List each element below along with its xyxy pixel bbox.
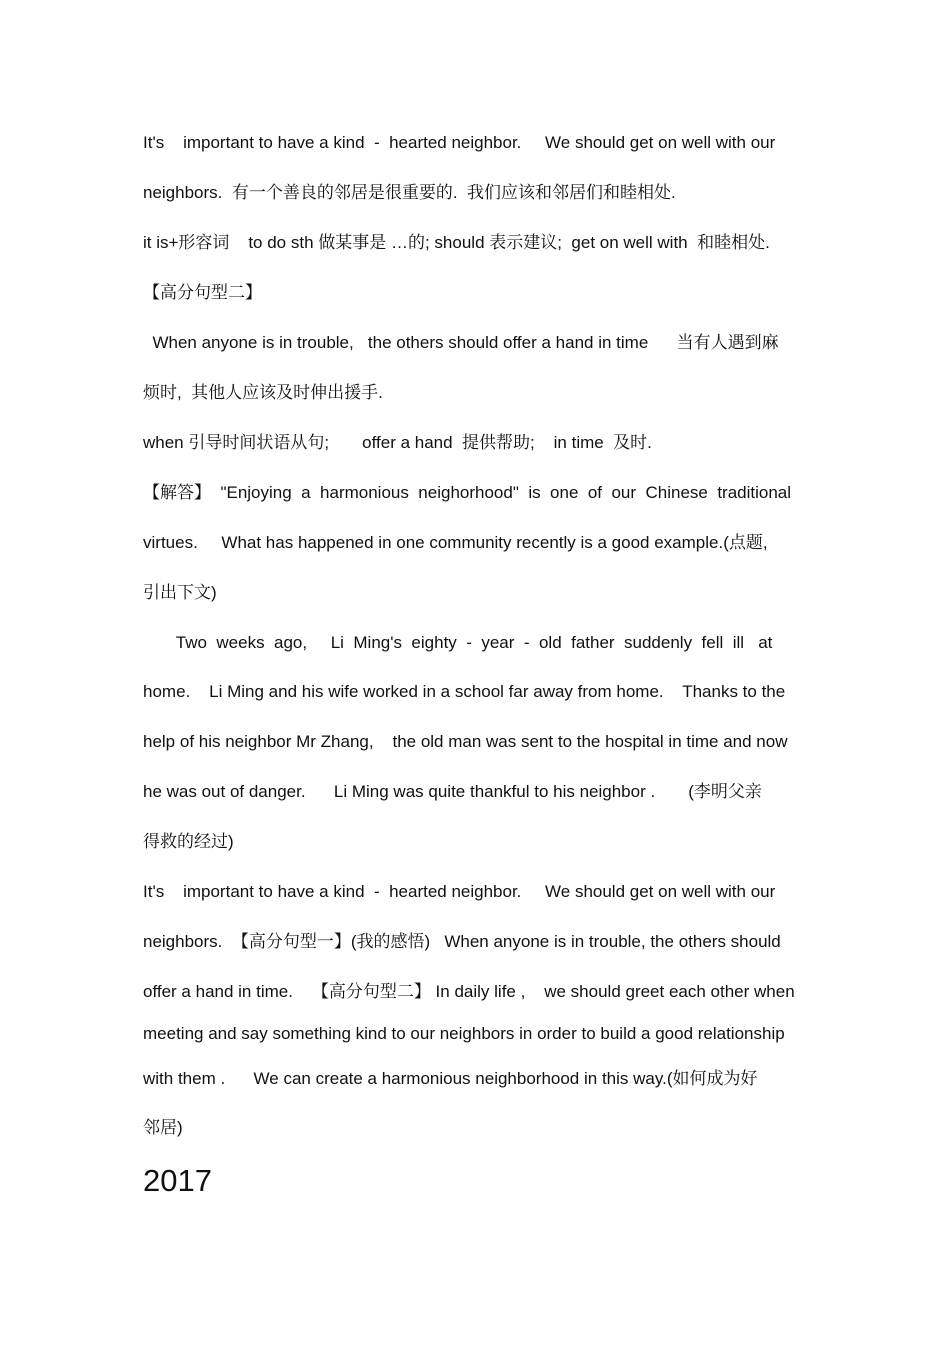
text-line: 邻居) xyxy=(143,1118,183,1137)
text-line: meeting and say something kind to our neighbors in order to build a good relationship xyxy=(143,1024,785,1043)
text-line: it is+形容词 to do sth 做某事是 …的; should 表示建议; get on well with 和睦相处. xyxy=(143,233,770,252)
text-line: Two weeks ago, Li Ming's eighty - year - old father suddenly fell ill at xyxy=(143,633,773,652)
text-line: 得救的经过) xyxy=(143,832,234,851)
text-line: 烦时, 其他人应该及时伸出援手. xyxy=(143,383,383,402)
year-heading: 2017 xyxy=(143,1163,212,1198)
text-line: It's important to have a kind - hearted neighbor. We should get on well with our xyxy=(143,133,776,152)
text-line: neighbors. 有一个善良的邻居是很重要的. 我们应该和邻居们和睦相处. xyxy=(143,183,676,202)
text-line: with them . We can create a harmonious neighborhood in this way.(如何成为好 xyxy=(143,1069,758,1088)
text-line: help of his neighbor Mr Zhang, the old man was sent to the hospital in time and now xyxy=(143,732,788,751)
text-line: virtues. What has happened in one community recently is a good example.(点题, xyxy=(143,533,768,552)
text-line: offer a hand in time. 【高分句型二】 In daily life , we should greet each other when xyxy=(143,982,795,1001)
text-line: home. Li Ming and his wife worked in a school far away from home. Thanks to the xyxy=(143,682,786,701)
text-line: 【解答】 "Enjoying a harmonious neighorhood" is one of our Chinese traditional xyxy=(143,483,792,502)
text-line: he was out of danger. Li Ming was quite thankful to his neighbor . (李明父亲 xyxy=(143,782,762,801)
text-line: When anyone is in trouble, the others should offer a hand in time 当有人遇到麻 xyxy=(143,333,779,352)
text-line: neighbors. 【高分句型一】(我的感悟) When anyone is in trouble, the others should xyxy=(143,932,781,951)
text-line: It's important to have a kind - hearted neighbor. We should get on well with our xyxy=(143,882,776,901)
section-heading: 【高分句型二】 xyxy=(143,283,262,302)
text-line: 引出下文) xyxy=(143,583,217,602)
text-line: when 引导时间状语从句; offer a hand 提供帮助; in time 及时. xyxy=(143,433,652,452)
